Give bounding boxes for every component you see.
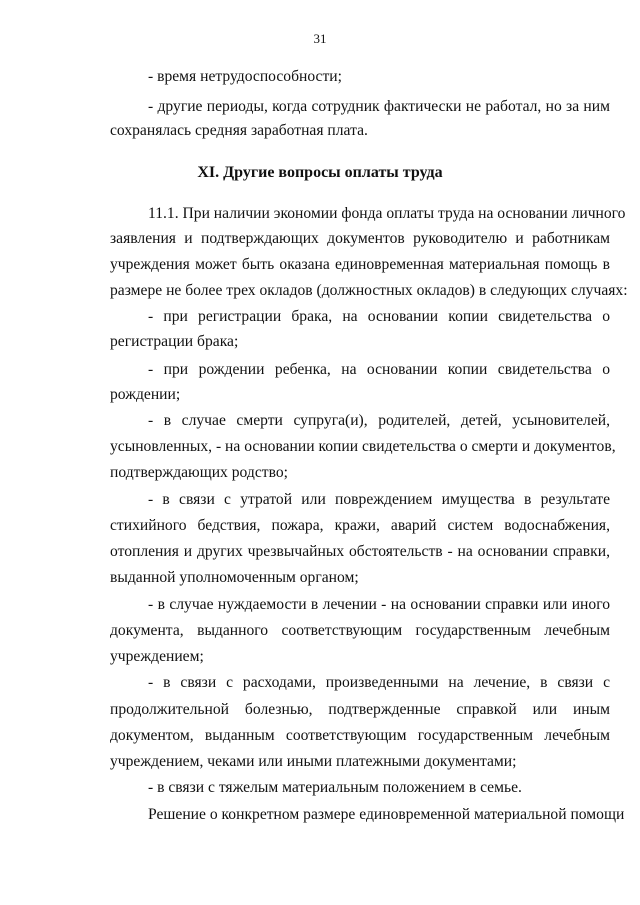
text-line: рождении;: [110, 386, 181, 403]
text-line: - при рождении ребенка, на основании копии свидетельства о: [148, 361, 610, 378]
text-line: - время нетрудоспособности;: [148, 68, 342, 85]
text-line: усыновленных, - на основании копии свидетельства о смерти и документов,: [110, 438, 616, 455]
text-line: - в случае нуждаемости в лечении - на основании справки или иного: [148, 596, 610, 613]
text-line: документом, выданным соответствующим государственным лечебным: [110, 727, 610, 744]
text-line: регистрации брака;: [110, 333, 239, 350]
text-line: сохранялась средняя заработная плата.: [110, 122, 368, 139]
text-line: - другие периоды, когда сотрудник фактически не работал, но за ним: [148, 98, 610, 115]
text-line: учреждением;: [110, 648, 204, 665]
text-line: - в связи с утратой или повреждением имущества в результате: [148, 491, 610, 508]
text-line: отопления и других чрезвычайных обстоятельств - на основании справки,: [110, 543, 610, 560]
text-line: - в связи с расходами, произведенными на лечение, в связи с: [148, 674, 610, 691]
text-line: 11.1. При наличии экономии фонда оплаты труда на основании личного: [148, 205, 626, 222]
text-line: - при регистрации брака, на основании копии свидетельства о: [148, 308, 610, 325]
text-line: заявления и подтверждающих документов руководителю и работникам: [110, 230, 610, 247]
text-line: продолжительной болезнью, подтвержденные справкой или иным: [110, 701, 610, 718]
page-number: 31: [313, 31, 327, 46]
text-line: подтверждающих родство;: [110, 464, 288, 481]
text-line: размере не более трех окладов (должностных окладов) в следующих случаях:: [110, 282, 628, 299]
text-line: - в случае смерти супруга(и), родителей, детей, усыновителей,: [148, 412, 610, 429]
text-line: Решение о конкретном размере единовременной материальной помощи: [148, 806, 625, 823]
text-line: документа, выданного соответствующим государственным лечебным: [110, 622, 610, 639]
section-heading: XI. Другие вопросы оплаты труда: [197, 164, 443, 181]
text-line: учреждением, чеками или иными платежными документами;: [110, 753, 517, 770]
text-line: учреждения может быть оказана единовременная материальная помощь в: [110, 256, 610, 273]
text-line: выданной уполномоченным органом;: [110, 569, 359, 586]
text-line: стихийного бедствия, пожара, кражи, аварий систем водоснабжения,: [110, 517, 610, 534]
text-line: - в связи с тяжелым материальным положением в семье.: [148, 779, 522, 796]
